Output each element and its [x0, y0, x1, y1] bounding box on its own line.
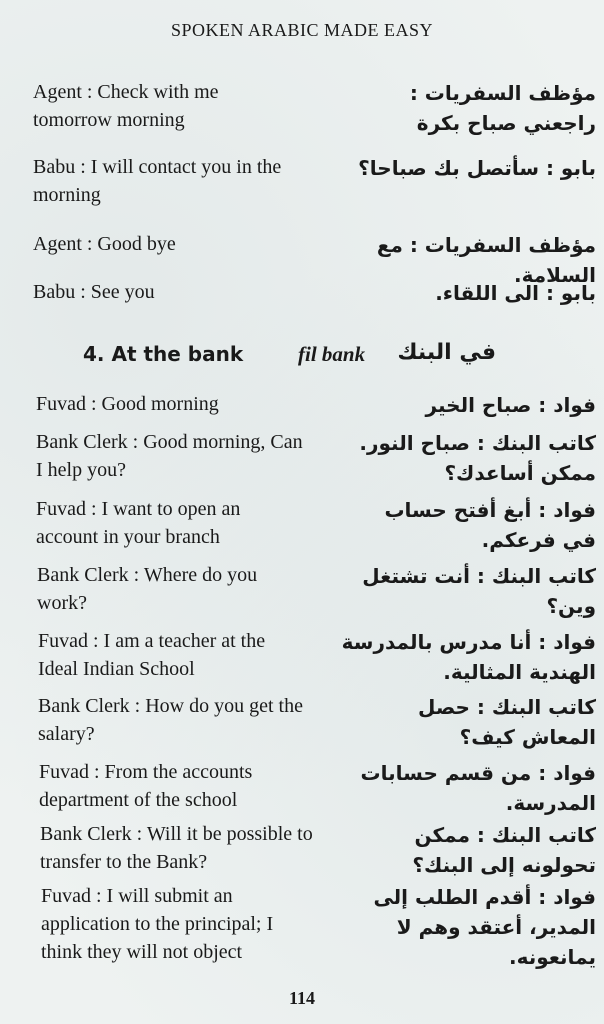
english-line: Fuvad : I am a teacher at the Ideal Indian School — [38, 630, 266, 680]
section-title: 4. At the bank — [83, 342, 244, 366]
arabic-line: بابو : سأتصل بك صباحا؟ — [358, 156, 596, 180]
english-line: Fuvad : From the accounts department of the school — [39, 761, 253, 811]
page-number: 114 — [288, 988, 315, 1008]
arabic-line: فواد : من قسم حسابات المدرسة. — [360, 761, 596, 815]
english-line: Fuvad : I will submit an application to the principal; I think they will not object — [41, 885, 274, 963]
arabic-line: كاتب البنك : حصل المعاش كيف؟ — [418, 695, 596, 749]
english-line: Babu : I will contact you in the morning — [33, 156, 282, 206]
arabic-line: بابو : الى اللقاء. — [435, 281, 596, 305]
section-heading — [0, 340, 604, 376]
section-transliteration: fil bank — [298, 342, 366, 366]
english-line: Agent : Good bye — [33, 233, 176, 255]
arabic-line: مؤظف السفريات : مع السلامة. — [376, 233, 596, 287]
arabic-line: فواد : أقدم الطلب إلى المدير، أعتقد وهم لا يمانعونه. — [373, 885, 596, 969]
arabic-line: فواد : صباح الخير — [425, 393, 596, 417]
english-line: Fuvad : Good morning — [36, 393, 219, 415]
english-line: Babu : See you — [33, 281, 155, 303]
section-title-arabic: في البنك — [397, 340, 496, 365]
english-line: Bank Clerk : Good morning, Can I help you? — [36, 431, 303, 481]
english-line: Bank Clerk : Where do you work? — [37, 564, 258, 614]
arabic-line: مؤظف السفريات : راجعني صباح بكرة — [409, 81, 596, 135]
arabic-line: كاتب البنك : صباح النور. ممكن أساعدك؟ — [359, 431, 596, 485]
running-header: SPOKEN ARABIC MADE EASY — [170, 20, 434, 40]
arabic-line: كاتب البنك : أنت تشتغل وين؟ — [362, 564, 596, 618]
english-line: Agent : Check with me tomorrow morning — [33, 81, 219, 131]
arabic-line: فواد : أنا مدرس بالمدرسة الهندية المثالية. — [341, 630, 596, 684]
arabic-line: كاتب البنك : ممكن تحولونه إلى البنك؟ — [412, 823, 596, 877]
arabic-line: فواد : أبغ أفتح حساب في فرعكم. — [384, 498, 596, 552]
english-line: Fuvad : I want to open an account in your branch — [36, 498, 241, 548]
english-line: Bank Clerk : How do you get the salary? — [38, 695, 303, 745]
english-line: Bank Clerk : Will it be possible to transfer to the Bank? — [40, 823, 313, 873]
